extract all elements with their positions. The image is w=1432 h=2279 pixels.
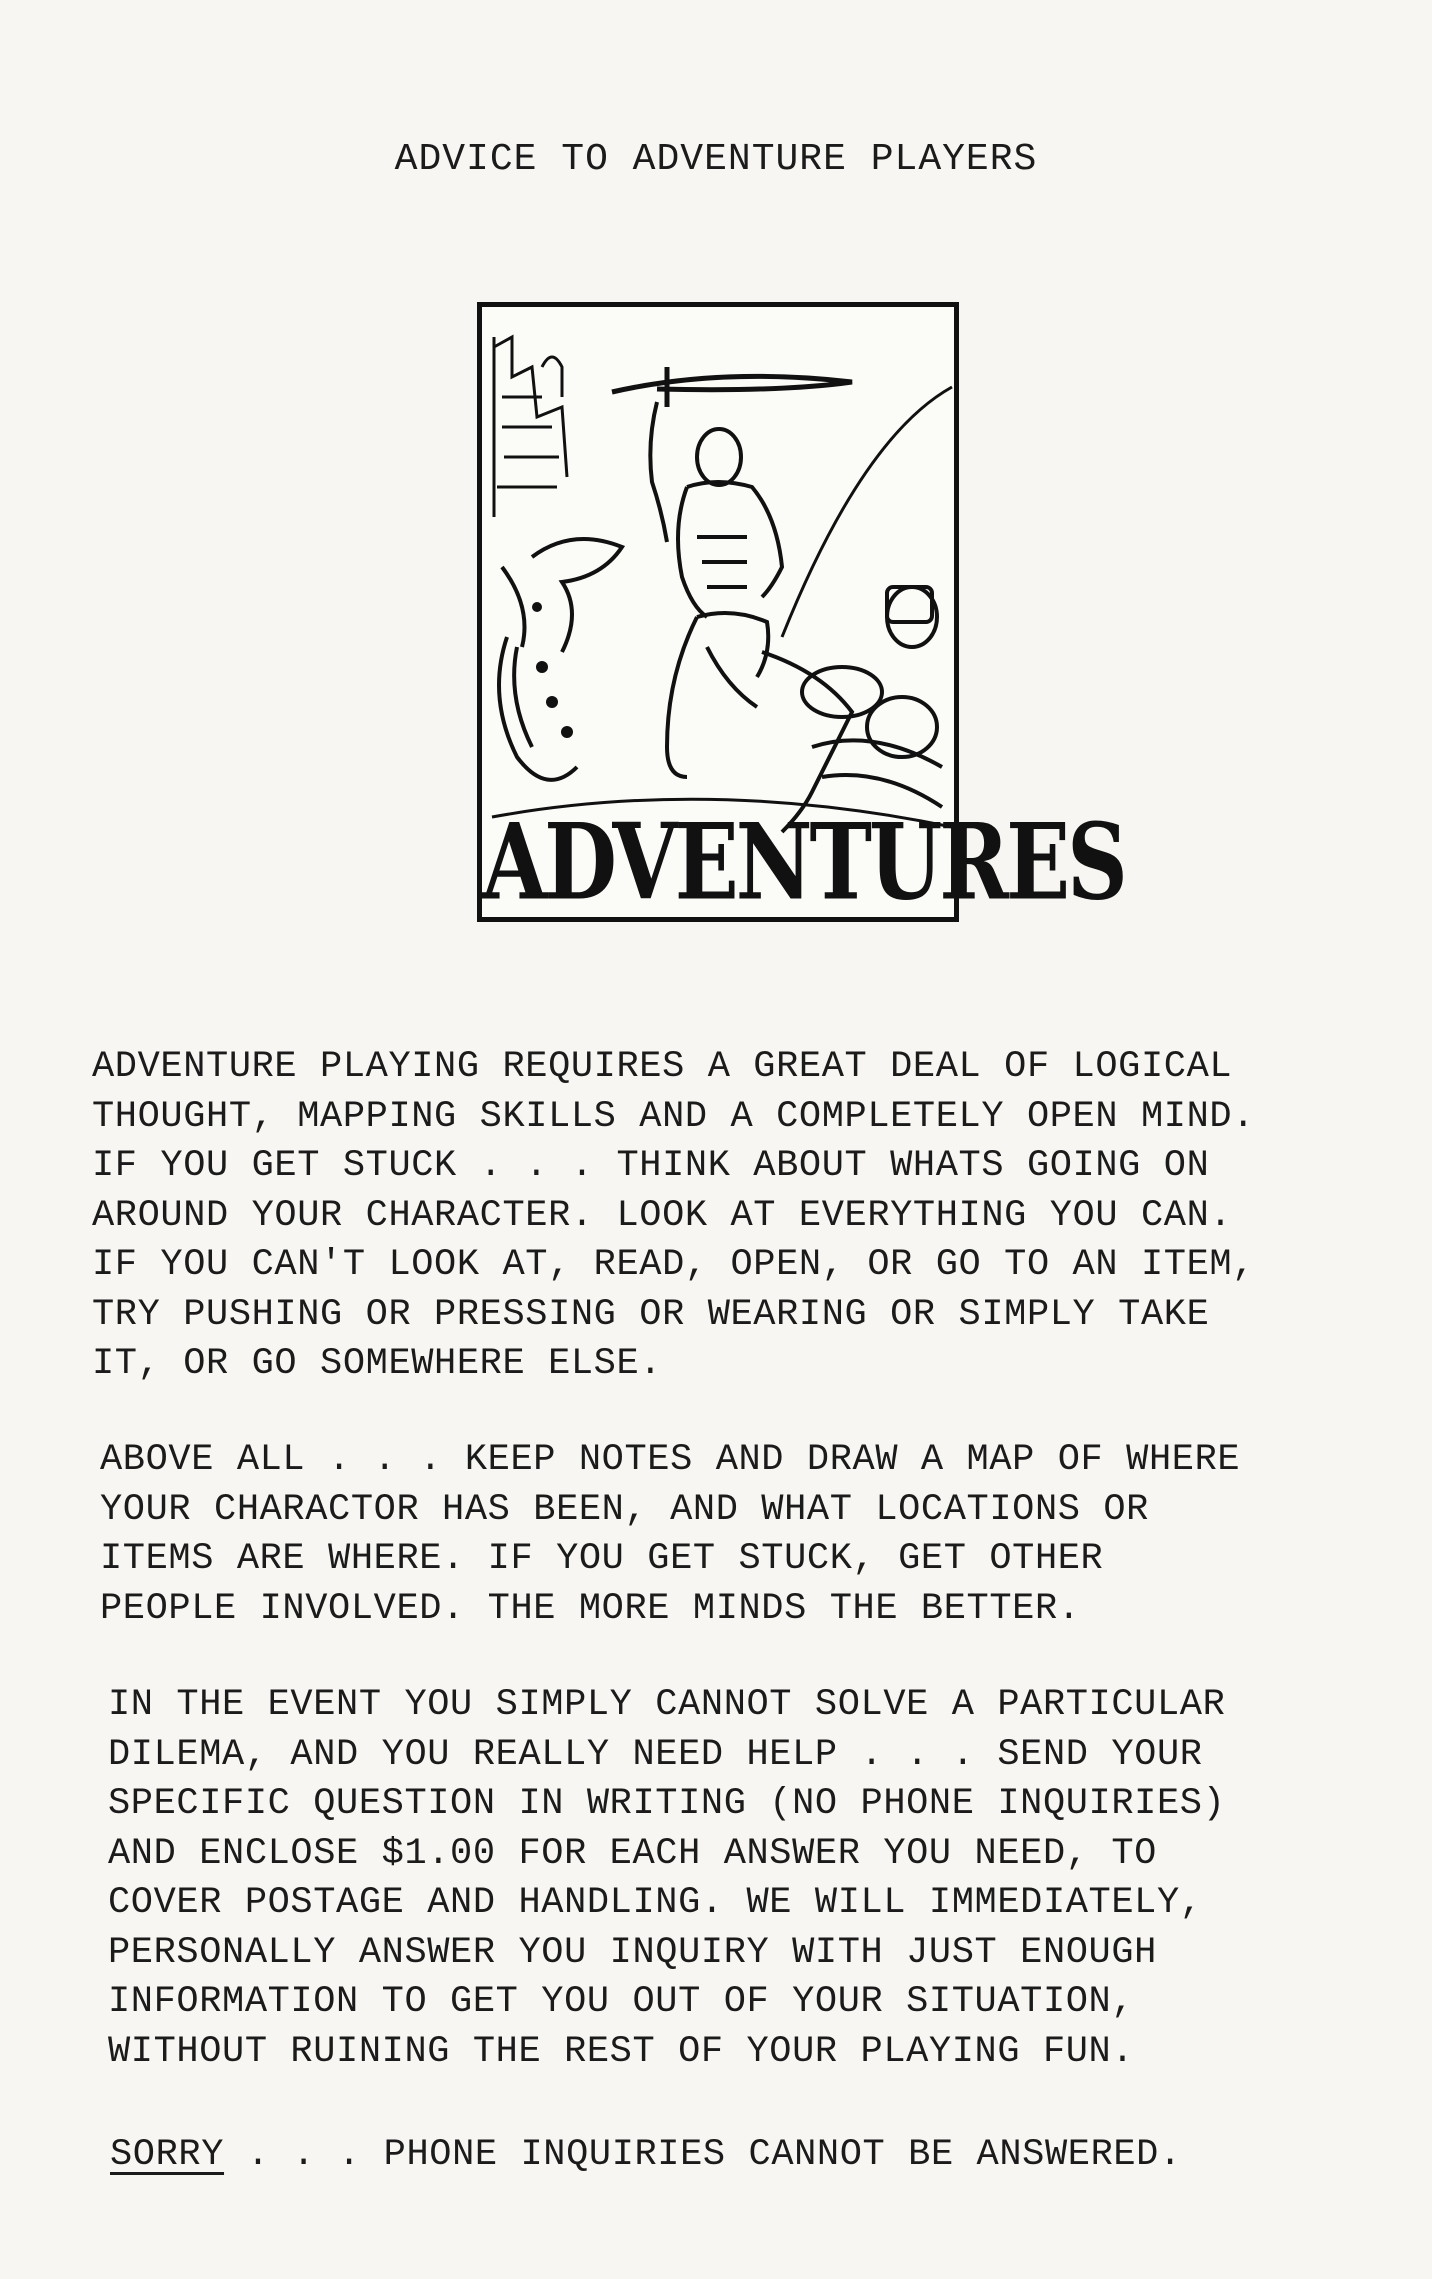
adventures-logo-text: ADVENTURES [482, 799, 1125, 924]
adventures-illustration [477, 302, 1125, 924]
paragraph-keep-notes: ABOVE ALL . . . KEEP NOTES AND DRAW A MAP OF WHERE YOUR CHARACTOR HAS BEEN, AND WHAT LOCATIONS OR ITEMS ARE WHERE. IF YOU GET STUCK, GET OTHER PEOPLE INVOLVED. THE MORE MINDS THE BETTER. [100, 1439, 1241, 1630]
closing-text: . . . PHONE INQUIRIES CANNOT BE ANSWERED. [224, 2134, 1182, 2176]
paragraph-send-question: IN THE EVENT YOU SIMPLY CANNOT SOLVE A PARTICULAR DILEMA, AND YOU REALLY NEED HELP . . . SEND YOUR SPECIFIC QUESTION IN WRITING (NO PHONE INQUIRIES) AND ENCLOSE $1.00 FOR EACH ANSWER YOU NEED, TO COVER POSTAGE AND HANDLING. WE WILL IMMEDIATELY, PERSONALLY ANSWER YOU INQUIRY WITH JUST ENOUGH INFORMATION TO GET YOU OUT OF YOUR SITUATION, WITHOUT RUINING THE REST OF YOUR PLAYING FUN. [108, 1684, 1226, 2073]
paragraph-logical-thought: ADVENTURE PLAYING REQUIRES A GREAT DEAL OF LOGICAL THOUGHT, MAPPING SKILLS AND A COMPLETELY OPEN MIND. IF YOU GET STUCK . . . THINK ABOUT WHATS GOING ON AROUND YOUR CHARACTER. LOOK AT EVERYTHING YOU CAN. IF YOU CAN'T LOOK AT, READ, OPEN, OR GO TO AN ITEM, TRY PUSHING OR PRESSING OR WEARING OR SIMPLY TAKE IT, OR GO SOMEWHERE ELSE. [92, 1046, 1255, 1385]
closing-line [110, 2131, 1360, 2181]
sorry-emphasis: SORRY [110, 2134, 225, 2176]
page-title: ADVICE TO ADVENTURE PLAYERS [394, 138, 1038, 181]
